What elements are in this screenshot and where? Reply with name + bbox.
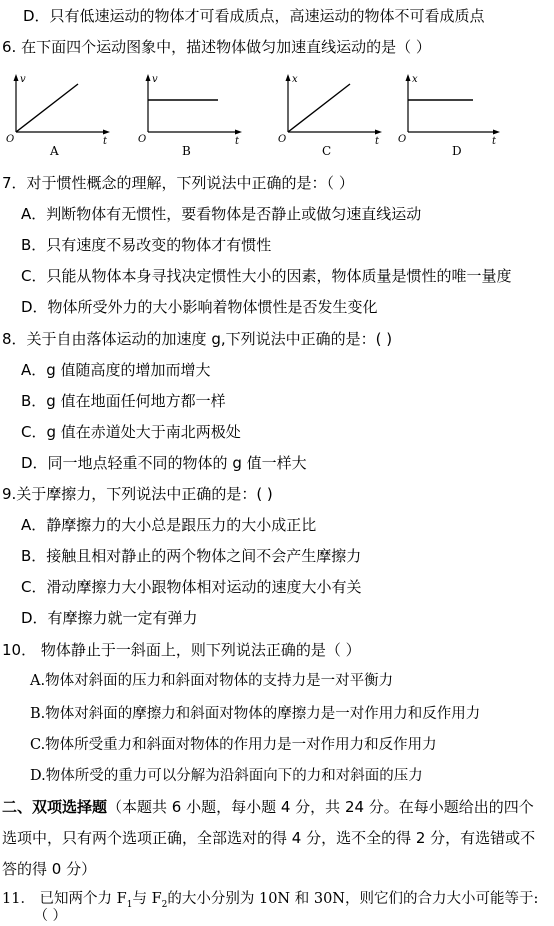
graph-b [138,70,248,165]
graph-a-label: A [50,144,59,158]
q7-option-d: D．物体所受外力的大小影响着物体惯性是否发生变化 [21,298,378,316]
graph-b-label: B [182,144,191,158]
q8-option-a: A．g 值随高度的增加而增大 [21,361,211,379]
graph-a-x-axis: t [103,136,108,147]
q5-option-d: D．只有低速运动的物体才可看成质点，高速运动的物体不可看成质点 [23,7,485,25]
graph-a [6,70,116,165]
q7-option-b: B．只有速度不易改变的物体才有惯性 [21,236,272,254]
graph-d-label: D [452,144,462,158]
q8-option-d: D．同一地点轻重不同的物体的 g 值一样大 [21,454,307,472]
graph-c-y-axis: x [292,74,298,85]
q8-option-b: B．g 值在地面任何地方都一样 [21,392,226,410]
question-8: 8．关于自由落体运动的加速度 g,下列说法中正确的是：( ) [2,330,393,348]
graph-c-curve [288,84,350,132]
section-2-title: 二、双项选择题 [2,798,108,816]
section-2-line-2: 选项中，只有两个选项正确，全部选对的得 4 分，选不全的得 2 分，有选错或不 [2,829,536,847]
section-2-intro: （本题共 6 小题，每小题 4 分，共 24 分。在每小题给出的四个 [107,798,534,816]
q11-answer-paren: （ ） [34,908,67,924]
q10-option-d: D.物体所受的重力可以分解为沿斜面向下的力和对斜面的压力 [30,768,423,784]
q11-text-pre: 11． 已知两个力 F [2,891,127,907]
graph-c [278,70,388,165]
graph-a-y-axis: v [20,74,26,85]
section-2-line-3: 答的得 0 分） [2,860,97,878]
graph-d-origin: O [398,134,407,145]
q9-option-b: B．接触且相对静止的两个物体之间不会产生摩擦力 [21,547,362,565]
q7-option-a: A．判断物体有无惯性，要看物体是否静止或做匀速直线运动 [21,205,422,223]
q11-text-mid: 与 F [132,891,162,907]
graph-c-x-axis: t [375,136,380,147]
graph-b-origin: O [138,134,147,145]
graph-a-origin: O [6,134,15,145]
q11-sub-2: 2 [161,899,168,910]
graph-a-svg [6,70,116,165]
graph-d-x-axis: t [492,136,497,147]
section-2-heading [2,797,534,817]
graph-c-label: C [322,144,332,158]
graph-d-y-axis: x [412,74,418,85]
question-11 [2,889,538,915]
graph-d-svg [398,70,508,165]
q10-option-c: C.物体所受重力和斜面对物体的作用力是一对作用力和反作用力 [30,737,437,753]
question-9: 9.关于摩擦力，下列说法中正确的是：( ) [2,485,273,503]
question-7: 7．对于惯性概念的理解，下列说法中正确的是：（ ） [2,174,354,192]
question-10: 10． 物体静止于一斜面上，则下列说法正确的是（ ） [2,641,361,659]
q9-option-c: C．滑动摩擦力大小跟物体相对运动的速度大小有关 [21,578,362,596]
q8-option-c: C．g 值在赤道处大于南北两极处 [21,423,241,441]
question-6: 6. 在下面四个运动图象中，描述物体做匀加速直线运动的是（ ） [2,38,431,56]
graph-c-origin: O [278,134,287,145]
graph-b-y-axis: v [152,74,158,85]
q10-option-a: A.物体对斜面的压力和斜面对物体的支持力是一对平衡力 [30,673,394,689]
q7-option-c: C．只能从物体本身寻找决定惯性大小的因素，物体质量是惯性的唯一量度 [21,267,512,285]
graph-c-svg [278,70,388,165]
graph-d [398,70,508,165]
graph-b-x-axis: t [235,136,240,147]
q9-option-a: A．静摩擦力的大小总是跟压力的大小成正比 [21,516,317,534]
q9-option-d: D．有摩擦力就一定有弹力 [21,609,198,627]
q11-text-post: 的大小分别为 10N 和 30N，则它们的合力大小可能等于: [167,891,539,907]
q11-sub-1: 1 [126,899,133,910]
graph-b-svg [138,70,248,165]
graph-a-curve [16,84,78,132]
q10-option-b: B.物体对斜面的摩擦力和斜面对物体的摩擦力是一对作用力和反作用力 [30,706,481,722]
